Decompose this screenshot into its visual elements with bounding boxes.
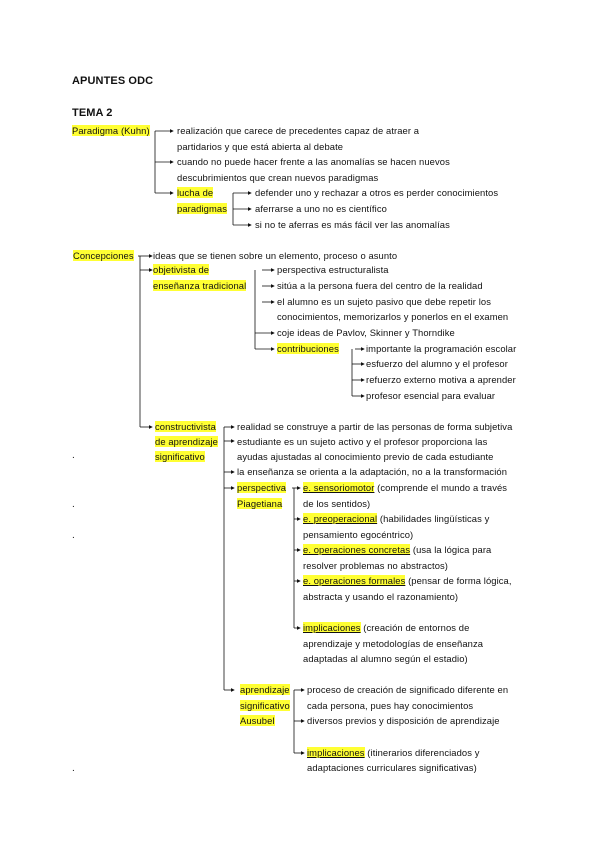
implicaciones-desc: aprendizaje y metodologías de enseñanza xyxy=(303,638,484,649)
implicaciones-label: implicaciones xyxy=(307,747,365,758)
ausubel-label: Ausubel xyxy=(240,715,275,726)
piaget-implicaciones xyxy=(303,622,469,633)
implicaciones-desc: adaptaciones curriculares significativas) xyxy=(307,762,477,773)
paradigma-item: partidarios y que está abierta al debate xyxy=(177,141,344,152)
implicaciones-desc: (creación de entornos de xyxy=(360,622,470,633)
stage-name: e. sensoriomotor xyxy=(303,482,375,493)
lucha-item: defender uno y rechazar a otros es perder conocimientos xyxy=(255,187,499,198)
ausubel-item: diversos previos y disposición de aprendizaje xyxy=(307,715,500,726)
lucha-item: si no te aferras es más fácil ver las anomalías xyxy=(255,219,450,230)
constructivista-item: ayudas ajustadas al conocimiento previo de cada estudiante xyxy=(237,451,494,462)
stage-desc: pensamiento egocéntrico) xyxy=(303,529,414,540)
constructivista-item: realidad se construye a partir de las personas de forma subjetiva xyxy=(237,421,513,432)
piaget-stage xyxy=(303,575,512,586)
margin-dot: . xyxy=(72,450,75,461)
contribuciones-item: esfuerzo del alumno y el profesor xyxy=(366,358,508,369)
stage-desc: (usa la lógica para xyxy=(410,544,492,555)
margin-dot: . xyxy=(72,763,75,774)
ausubel-item: cada persona, pues hay conocimientos xyxy=(307,700,474,711)
piaget-stage xyxy=(303,482,507,493)
constructivista-item: estudiante es un sujeto activo y el profesor proporciona las xyxy=(237,436,488,447)
objetivista-item: coje ideas de Pavlov, Skinner y Thorndike xyxy=(277,327,455,338)
stage-desc: abstracta y usando el razonamiento) xyxy=(303,591,459,602)
stage-desc: (comprende el mundo a través xyxy=(374,482,508,493)
stage-desc: (pensar de forma lógica, xyxy=(405,575,512,586)
piagetiana-label: Piagetiana xyxy=(237,498,283,509)
constructivista-label: de aprendizaje xyxy=(155,436,218,447)
stage-desc: resolver problemas no abstractos) xyxy=(303,560,449,571)
constructivista-label: constructivista xyxy=(155,421,216,432)
objetivista-item: perspectiva estructuralista xyxy=(277,264,389,275)
objetivista-item: sitúa a la persona fuera del centro de la realidad xyxy=(277,280,483,291)
paradigma-label: Paradigma (Kuhn) xyxy=(72,125,150,136)
lucha-item: aferrarse a uno no es científico xyxy=(255,203,387,214)
piaget-stage xyxy=(303,513,489,524)
contribuciones-label: contribuciones xyxy=(277,343,339,354)
implicaciones-desc: (itinerarios diferenciados y xyxy=(364,747,480,758)
piagetiana-label: perspectiva xyxy=(237,482,287,493)
objetivista-item: conocimientos, memorizarlos y ponerlos en el examen xyxy=(277,311,509,322)
implicaciones-label: implicaciones xyxy=(303,622,361,633)
document-title: APUNTES ODC xyxy=(72,75,154,87)
stage-desc: de los sentidos) xyxy=(303,498,371,509)
section-heading: TEMA 2 xyxy=(72,107,113,119)
lucha-label: paradigmas xyxy=(177,203,227,214)
constructivista-item: la enseñanza se orienta a la adaptación, no a la transformación xyxy=(237,466,508,477)
ausubel-label: aprendizaje xyxy=(240,684,290,695)
stage-desc: (habilidades lingüísticas y xyxy=(377,513,490,524)
objetivista-label: enseñanza tradicional xyxy=(153,280,247,291)
margin-dot: . xyxy=(72,530,75,541)
stage-name: e. operaciones concretas xyxy=(303,544,411,555)
stage-name: e. preoperacional xyxy=(303,513,378,524)
contribuciones-item: importante la programación escolar xyxy=(366,343,517,354)
margin-dot: . xyxy=(72,499,75,510)
concepciones-intro: ideas que se tienen sobre un elemento, proceso o asunto xyxy=(153,250,398,261)
stage-name: e. operaciones formales xyxy=(303,575,406,586)
ausubel-item: proceso de creación de significado diferente en xyxy=(307,684,509,695)
objetivista-label: objetivista de xyxy=(153,264,210,275)
paradigma-item: descubrimientos que crean nuevos paradigmas xyxy=(177,172,379,183)
ausubel-label: significativo xyxy=(240,700,290,711)
ausubel-implicaciones xyxy=(307,747,480,758)
implicaciones-desc: adaptadas al alumno según el estadio) xyxy=(303,653,468,664)
objetivista-item: el alumno es un sujeto pasivo que debe repetir los xyxy=(277,296,491,307)
paradigma-item: realización que carece de precedentes capaz de atraer a xyxy=(177,125,420,136)
constructivista-label: significativo xyxy=(155,451,205,462)
contribuciones-item: profesor esencial para evaluar xyxy=(366,390,496,401)
lucha-label: lucha de xyxy=(177,187,214,198)
concepciones-label: Concepciones xyxy=(73,250,134,261)
piaget-stage xyxy=(303,544,491,555)
paradigma-item: cuando no puede hacer frente a las anomalías se hacen nuevos xyxy=(177,156,450,167)
contribuciones-item: refuerzo externo motiva a aprender xyxy=(366,374,516,385)
